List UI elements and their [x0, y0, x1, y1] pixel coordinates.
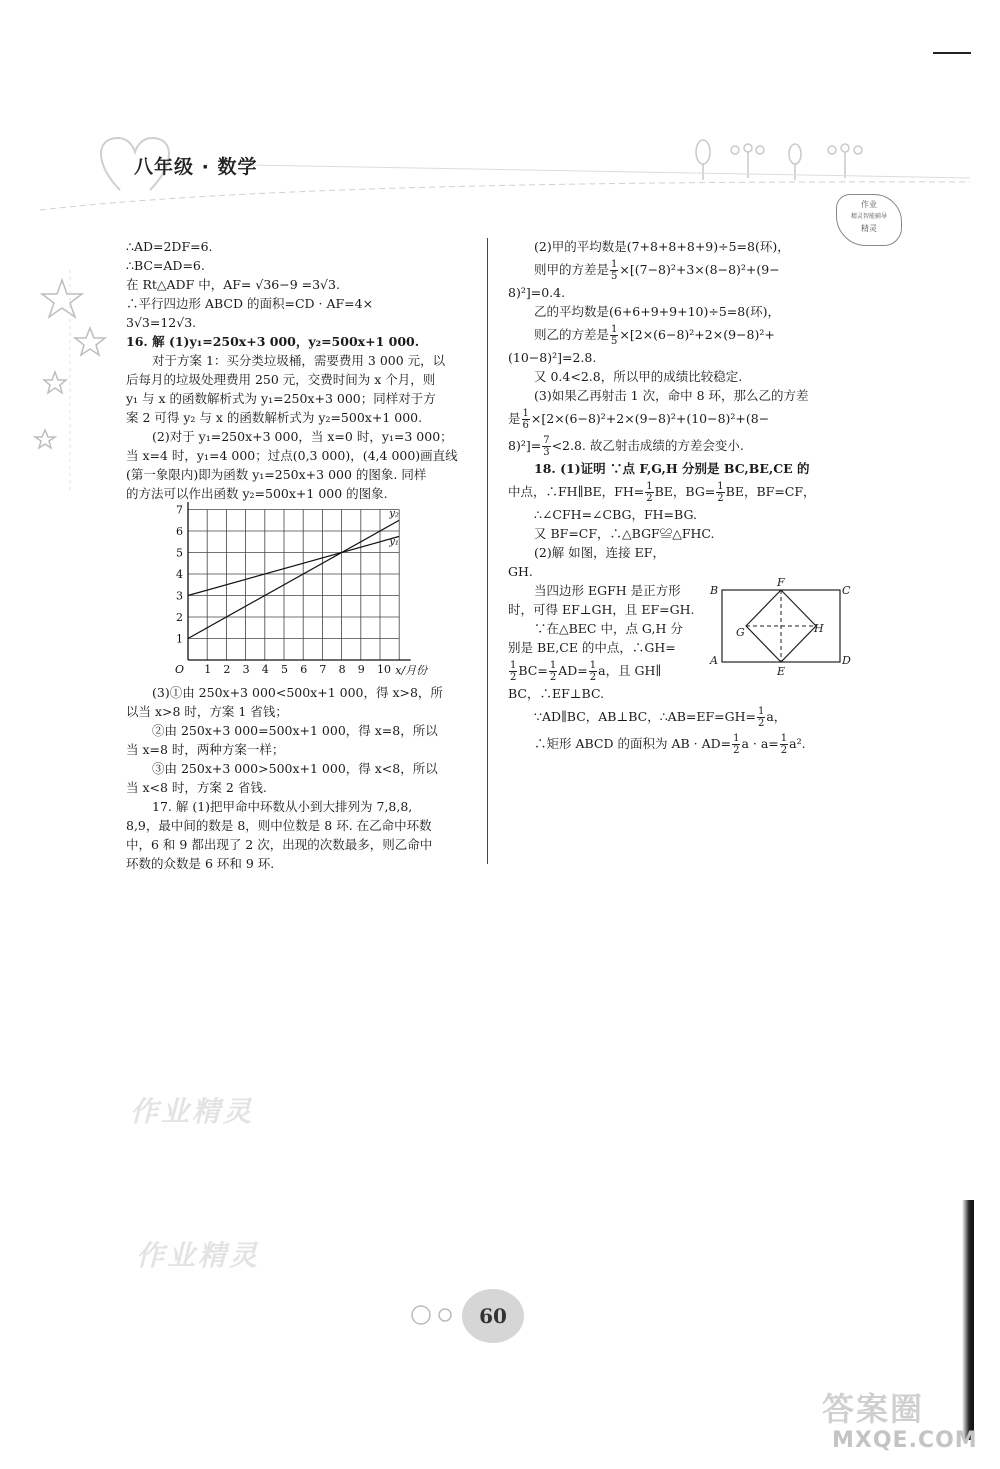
fraction-num: 1 — [522, 408, 529, 419]
y-tick-label: 4 — [176, 568, 183, 581]
x-tick-label: 4 — [261, 663, 269, 676]
brand-logo: 答案圈 — [822, 1390, 925, 1428]
text-line: 当 x<8 时，方案 2 省钱. — [126, 780, 267, 795]
header-title: 八年级 · 数学 — [134, 156, 258, 178]
point-label: F — [777, 576, 785, 589]
origin-label: O — [175, 663, 185, 676]
text-line: BC，∴EF⊥BC. — [508, 686, 605, 701]
text-line — [508, 432, 816, 459]
watermark: 作业精灵 — [130, 1095, 255, 1128]
fraction — [549, 660, 557, 683]
left-column-bottom — [126, 683, 443, 873]
text-line: 18. (1)证明 ∵点 F,G,H 分别是 BC,BE,CE 的 — [534, 461, 810, 476]
text-line — [508, 405, 816, 432]
fraction-den: 3 — [543, 447, 550, 458]
top-right-mark — [933, 52, 971, 54]
point-label: D — [842, 654, 851, 667]
x-tick-label: 2 — [223, 663, 231, 676]
fraction-num: 1 — [646, 481, 653, 492]
fraction-num: 1 — [717, 481, 724, 492]
text-line: (3)如果乙再射击 1 次，命中 8 环，那么乙的方差 — [534, 388, 809, 403]
text-line: ∴平行四边形 ABCD 的面积=CD · AF=4× — [126, 296, 374, 311]
star-icon — [35, 430, 55, 448]
fraction — [610, 324, 618, 347]
text-line: 的方法可以作出函数 y₂=500x+1 000 的图象. — [126, 486, 388, 501]
fraction — [757, 706, 765, 729]
text-fragment: 是 — [508, 411, 521, 426]
text-line — [508, 703, 816, 730]
y-tick-label: 5 — [176, 546, 183, 560]
fraction-den: 5 — [611, 336, 618, 347]
fraction-num: 1 — [757, 706, 765, 717]
text-line — [508, 478, 816, 505]
column-divider — [487, 238, 488, 864]
series-label: y₁ — [389, 536, 399, 548]
x-tick-label: 7 — [319, 663, 327, 676]
brand-url: MXQE.COM — [832, 1428, 978, 1453]
y-tick-label: 6 — [176, 525, 183, 538]
text-line: ∵在△BEC 中，点 G,H 分 — [534, 621, 683, 636]
text-line: (2)甲的平均数是(7+8+8+8+9)÷5=8(环)， — [534, 239, 790, 254]
text-line: 16. 解 (1)y₁=250x+3 000，y₂=500x+1 000. — [126, 334, 420, 349]
text-line: 当四边形 EGFH 是正方形 — [534, 583, 681, 598]
fraction — [780, 733, 788, 756]
fraction-den: 2 — [733, 745, 740, 756]
fraction-den: 2 — [757, 718, 765, 729]
fraction-den: 2 — [646, 493, 653, 504]
text-fragment: 8)²]= — [508, 438, 542, 453]
page-number-deco — [405, 1300, 465, 1330]
text-fragment: 则乙的方差是 — [534, 327, 610, 342]
text-line: (第一象限内)即为函数 y₁=250x+3 000 的图象. 同样 — [126, 467, 427, 482]
text-line: 环数的众数是 6 环和 9 环. — [126, 856, 275, 871]
text-line: 当 x=8 时，两种方案一样； — [126, 742, 285, 757]
text-line: 别是 BE,CE 的中点，∴GH= — [508, 640, 676, 655]
text-line: 对于方案 1：买分类垃圾桶，需要费用 3 000 元，以 — [152, 353, 446, 368]
stamp-line: 精灵智能辅导 — [850, 213, 887, 220]
fraction — [716, 481, 724, 504]
text-line: ∴AD=2DF=6. — [126, 239, 213, 254]
y-tick-label: 3 — [176, 589, 183, 603]
fraction — [732, 733, 740, 756]
fraction-den: 2 — [780, 745, 788, 756]
text-line: 17. 解 (1)把甲命中环数从小到大排列为 7,8,8, — [152, 799, 413, 814]
y-tick-label: 1 — [176, 632, 183, 646]
fraction-den: 2 — [717, 493, 724, 504]
fraction-num: 1 — [780, 733, 788, 744]
text-fragment: a，且 GH∥ — [598, 663, 662, 678]
homework-stamp — [836, 194, 902, 246]
fraction-num: 1 — [549, 660, 557, 671]
fraction — [542, 435, 550, 458]
text-line: 8,9，最中间的数是 8，则中位数是 8 环. 在乙命中环数 — [126, 818, 432, 833]
text-fragment: BE，BG= — [654, 484, 716, 499]
text-line: 以当 x>8 时，方案 1 省钱； — [126, 704, 288, 719]
fraction — [589, 660, 597, 683]
text-fragment: ∵AD∥BC，AB⊥BC，∴AB=EF=GH= — [534, 709, 756, 724]
text-line: (2)解 如图，连接 EF， — [534, 545, 665, 560]
fraction-den: 5 — [611, 271, 618, 282]
text-line: 8)²]=0.4. — [508, 285, 566, 300]
y-tick-label: 7 — [176, 503, 183, 517]
fraction-num: 1 — [589, 660, 597, 671]
text-fragment: ∴矩形 ABCD 的面积为 AB · AD= — [534, 736, 732, 751]
fraction-den: 2 — [510, 672, 517, 683]
point-label: H — [814, 622, 824, 635]
text-line — [508, 256, 816, 283]
x-tick-label: 10 — [377, 663, 391, 676]
text-fragment: AD= — [558, 663, 588, 678]
text-line — [508, 730, 816, 757]
x-tick-label: 6 — [300, 663, 308, 676]
text-line: ②由 250x+3 000=500x+1 000，得 x=8，所以 — [152, 723, 438, 738]
text-line: GH. — [508, 564, 533, 579]
series-label: y₂ — [389, 508, 399, 520]
fraction-num: 1 — [611, 324, 618, 335]
page-number: 60 — [462, 1289, 524, 1343]
series-line — [188, 536, 399, 595]
rectangle-figure — [706, 574, 856, 682]
star-icon — [42, 280, 82, 317]
fraction-den: 6 — [522, 420, 529, 431]
text-line: ∴BC=AD=6. — [126, 258, 205, 273]
text-fragment: BC= — [518, 663, 548, 678]
text-line: (2)对于 y₁=250x+3 000，当 x=0 时，y₁=3 000； — [152, 429, 453, 444]
text-fragment: ×[2×(6−8)²+2×(9−8)²+ — [619, 327, 775, 342]
text-fragment: <2.8. 故乙射击成绩的方差会变小. — [551, 438, 744, 453]
x-axis-label: x/月份 — [395, 664, 428, 677]
text-line: 3√3=12√3. — [126, 315, 197, 330]
text-line: y₁ 与 x 的函数解析式为 y₁=250x+3 000；同样对于方 — [126, 391, 436, 406]
text-line: 当 x=4 时，y₁=4 000；过点(0,3 000)，(4,4 000)画直线 — [126, 448, 458, 463]
fraction-num: 1 — [733, 733, 740, 744]
text-fragment: a². — [789, 736, 806, 751]
fraction — [522, 408, 530, 431]
stamp-line: 精灵 — [861, 224, 877, 233]
point-label: C — [842, 584, 851, 597]
text-fragment: ×[(7−8)²+3×(8−8)²+(9− — [619, 262, 780, 277]
fraction-num: 1 — [510, 660, 517, 671]
text-fragment: ×[2×(6−8)²+2×(9−8)²+(10−8)²+(8− — [530, 411, 770, 426]
text-line: ③由 250x+3 000>500x+1 000，得 x<8，所以 — [152, 761, 438, 776]
x-tick-label: 3 — [242, 663, 250, 676]
watermark: 作业精灵 — [136, 1239, 261, 1272]
y-tick-label: 2 — [176, 611, 183, 624]
fraction-num: 1 — [611, 259, 618, 270]
text-line: (10−8)²]=2.8. — [508, 350, 597, 365]
text-line: (3)①由 250x+3 000<500x+1 000，得 x>8，所 — [152, 685, 443, 700]
text-line: 乙的平均数是(6+6+9+9+10)÷5=8(环)， — [534, 304, 780, 319]
point-label: G — [736, 626, 745, 639]
star-decoration — [30, 270, 120, 490]
text-fragment: a · a= — [741, 736, 779, 751]
text-line: 中，6 和 9 都出现了 2 次，出现的次数最多，则乙命中 — [126, 837, 433, 852]
text-fragment: 中点，∴FH∥BE，FH= — [508, 484, 645, 499]
text-line: 时，可得 EF⊥GH，且 EF=GH. — [508, 602, 695, 617]
star-icon — [44, 372, 66, 393]
x-tick-label: 1 — [204, 663, 212, 676]
x-tick-label: 9 — [357, 663, 365, 676]
point-label: E — [777, 665, 786, 678]
text-fragment: a， — [766, 709, 787, 724]
point-label: A — [710, 654, 718, 667]
page-edge-shadow — [962, 1200, 974, 1440]
text-line: 后每月的垃圾处理费用 250 元，交费时间为 x 个月，则 — [126, 372, 436, 387]
text-line: ∴∠CFH=∠CBG，FH=BG. — [534, 507, 697, 522]
stamp-line: 作业 — [861, 200, 877, 209]
x-tick-label: 8 — [338, 663, 346, 676]
function-chart — [160, 502, 430, 680]
fraction-den: 2 — [549, 672, 557, 683]
text-fragment: BE，BF=CF， — [725, 484, 816, 499]
text-line — [508, 321, 816, 348]
text-fragment: 则甲的方差是 — [534, 262, 610, 277]
fraction-num: 7 — [543, 435, 550, 446]
fraction-den: 2 — [589, 672, 597, 683]
star-icon — [75, 328, 105, 355]
x-tick-label: 5 — [281, 663, 288, 676]
text-line: 在 Rt△ADF 中，AF= √36−9 =3√3. — [126, 277, 340, 292]
text-line: 又 BF=CF，∴△BGF≌△FHC. — [534, 526, 715, 541]
text-line: 案 2 可得 y₂ 与 x 的函数解析式为 y₂=500x+1 000. — [126, 410, 423, 425]
text-line: 又 0.4<2.8，所以甲的成绩比较稳定. — [534, 369, 743, 384]
fraction — [645, 481, 653, 504]
left-column-top — [126, 237, 458, 503]
point-label: B — [710, 584, 719, 597]
fraction — [509, 660, 517, 683]
series-line — [188, 520, 399, 638]
fraction — [610, 259, 618, 282]
